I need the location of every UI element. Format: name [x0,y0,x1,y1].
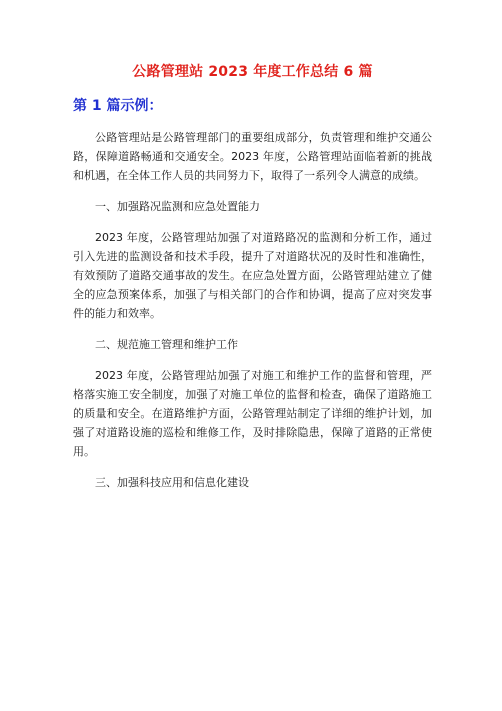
paragraph-1: 2023 年度，公路管理站加强了对道路路况的监测和分析工作，通过引入先进的监测设备和技术手段，提升了对道路状况的及时性和准确性，有效预防了道路交通事故的发生。在应急处置方面，公路管理站建立了健全的应急预案体系，加强了与相关部门的合作和协调，提高了应对突发事件的能力和效率。 [73,231,432,320]
document-page [0,62,502,711]
document-title: 公路管理站 2023 年度工作总结 6 篇 [132,64,373,80]
subheading-3: 三、加强科技应用和信息化建设 [95,476,249,489]
intro-paragraph: 公路管理站是公路管理部门的重要组成部分，负责管理和维护交通公路，保障道路畅通和交通安全。2023 年度，公路管理站面临着新的挑战和机遇，在全体工作人员的共同努力下，取得了一系列令人满意的成绩。 [73,131,432,182]
subheading-2: 二、规范施工管理和维护工作 [95,338,238,351]
section-heading: 第 1 篇示例： [73,98,163,114]
subheading-1: 一、加强路况监测和应急处置能力 [95,200,260,213]
paragraph-2: 2023 年度，公路管理站加强了对施工和维护工作的监督和管理，严格落实施工安全制度，加强了对施工单位的监督和检查，确保了道路施工的质量和安全。在道路维护方面，公路管理站制定了详细的维护计划，加强了对道路设施的巡检和维修工作，及时排除隐患，保障了道路的正常使用。 [73,369,432,458]
